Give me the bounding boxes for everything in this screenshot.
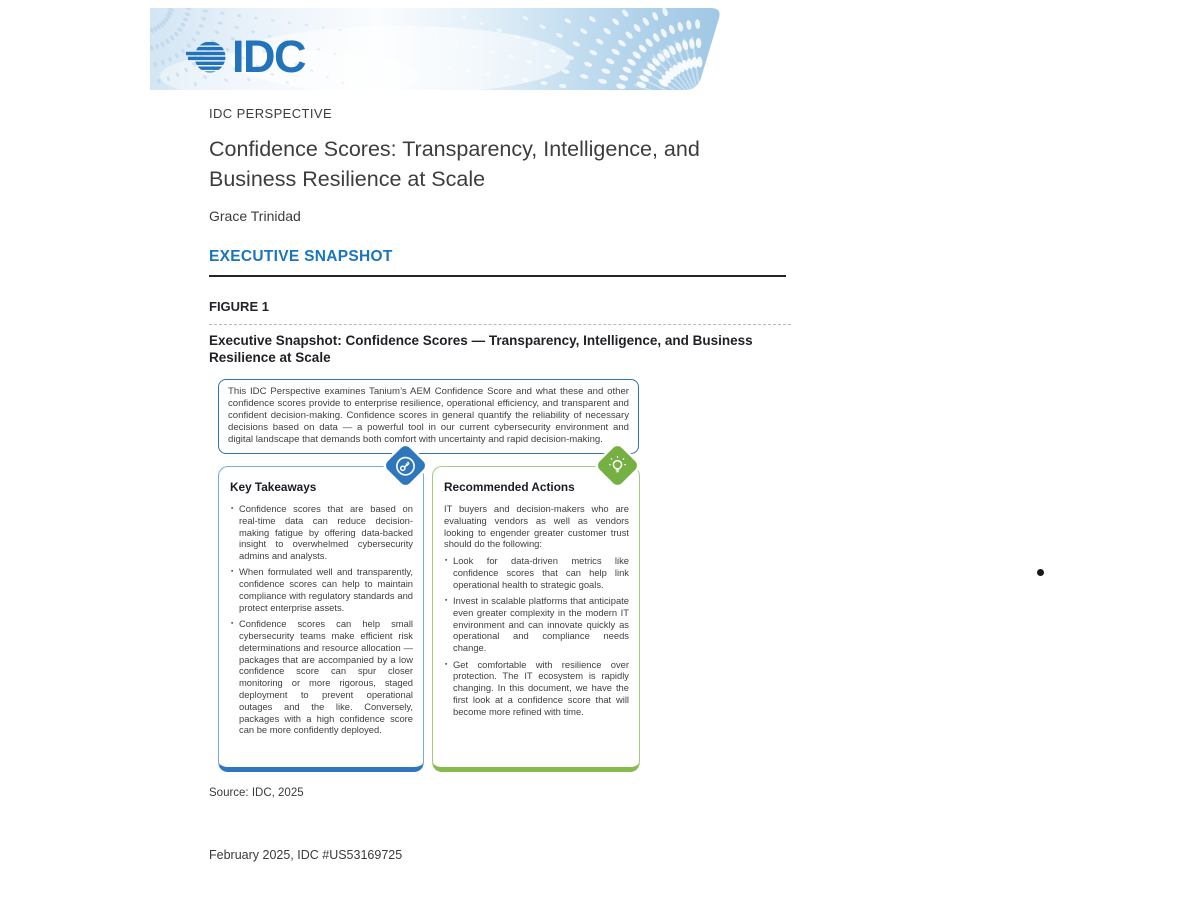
recommended-actions-heading: Recommended Actions [444, 480, 575, 494]
stray-dot-mark [1037, 569, 1044, 576]
figure-intro-box: This IDC Perspective examines Tanium’s AEM Confidence Score and what these and other confidence scores provide to enterprise resilience, operational efficiency, and transparent and confident decision-making. Confidence scores in general quantify the reliability of necessary decisions based on data — a powerful tool in our current cybersecurity environment and digital landscape that demands both comfort with uncertainty and rapid decision-making. [218, 379, 639, 454]
document-type-label: IDC PERSPECTIVE [209, 106, 333, 121]
bullet-text: Confidence scores that are based on real-time data can reduce decision-making fatigue by offering data-backed insight to overwhelmed cybersecurity admins and analysts. [239, 503, 413, 562]
bullet-text: Invest in scalable platforms that anticipate even greater complexity in the modern IT environment and can innovate quickly as operational and compliance needs change. [453, 595, 629, 654]
bullet-marker-icon: ▪ [445, 557, 448, 565]
bullet-marker-icon: ▪ [445, 597, 448, 605]
document-title: Confidence Scores: Transparency, Intelligence, and Business Resilience at Scale [209, 137, 700, 191]
bullet-marker-icon: ▪ [445, 660, 448, 668]
bullet-marker-icon: ▪ [231, 620, 234, 628]
recommended-actions-list [444, 555, 629, 717]
section-heading-executive-snapshot: EXECUTIVE SNAPSHOT [209, 248, 393, 265]
bullet-item [230, 503, 413, 562]
figure-title: Executive Snapshot: Confidence Scores — Transparency, Intelligence, and Business Resilience at Scale [209, 333, 753, 365]
section-divider-line [209, 275, 786, 277]
page-footer-line: February 2025, IDC #US53169725 [209, 848, 403, 862]
bullet-marker-icon: ▪ [231, 505, 234, 512]
key-takeaways-box [218, 466, 424, 772]
idc-logo-text: IDC [232, 31, 305, 82]
recommended-actions-intro: IT buyers and decision-makers who are evaluating vendors as well as vendors looking to engender greater customer trust should do the following: [444, 503, 629, 550]
key-icon [394, 454, 418, 478]
recommended-actions-box [432, 466, 640, 772]
bullet-text: Get comfortable with resilience over protection. The IT ecosystem is rapidly changing. In this document, we have the first look at a confidence score that will become more refined with time. [453, 658, 629, 717]
lightbulb-icon [606, 454, 630, 478]
bullet-item [230, 618, 413, 736]
bullet-text: When formulated well and transparently, confidence scores can help to maintain compliance with regulatory standards and protect enterprise assets. [239, 566, 413, 613]
bullet-item [444, 555, 629, 590]
figure-label: FIGURE 1 [209, 299, 269, 314]
figure-divider-dashed-line [209, 324, 791, 325]
bullet-item [230, 566, 413, 613]
bullet-marker-icon: ▪ [231, 568, 234, 576]
idc-globe-icon [186, 40, 228, 74]
bullet-item [444, 659, 629, 718]
bullet-item [444, 595, 629, 654]
key-takeaways-heading: Key Takeaways [230, 480, 317, 494]
bullet-text: Confidence scores can help small cybersecurity teams make efficient risk determinations and resource allocation — packages that are accompanied by a low confidence score can spur closer monitoring or more rigorous, staged deployment to prevent operational outages and the like. Conversely, packages with a high confidence score can be more confidently deployed. [239, 618, 413, 736]
bullet-text: Look for data-driven metrics like confidence scores that can help link operational health to strategic goals. [453, 555, 629, 590]
idc-logo [186, 31, 305, 82]
idc-header-banner [150, 8, 723, 90]
author-name: Grace Trinidad [209, 208, 301, 224]
figure-source-line: Source: IDC, 2025 [209, 787, 304, 799]
key-takeaways-list [230, 503, 413, 736]
